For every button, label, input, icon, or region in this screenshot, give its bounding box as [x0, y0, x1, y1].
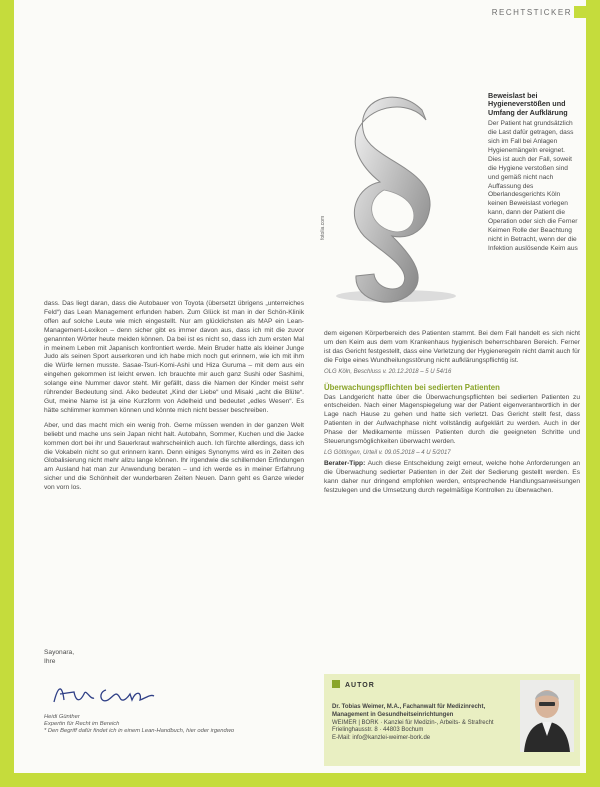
- author-address: Frielinghausstr. 8 · 44803 Bochum: [332, 727, 424, 734]
- author-name: Dr. Tobias Weimer, M.A., Fachanwalt für Medizinrecht, Management in Gesundheitseinrichtungen: [332, 704, 486, 718]
- closing-sign: Ihre: [44, 658, 56, 665]
- author-firm: WEIMER | BORK · Kanzlei für Medizin-, Arbeits- & Strafrecht: [332, 719, 494, 726]
- case-continuation: dem eigenen Körperbereich des Patienten stammt. Bei dem Fall handelt es sich nicht um den Keim aus dem vom Krankenhaus hygienisch beherrschbaren Bereich. Ferner ist das Gericht festgestellt, dass eine Verletzung der Hygieneregeln nicht damit auch für die Folge eines Wundheilungsstörung nicht aufklärungspflichtig ist.: [324, 330, 580, 364]
- sidebar-case: [488, 92, 578, 254]
- author-signature-name: Heidi Günther: [44, 714, 80, 720]
- author-photo: [520, 680, 574, 752]
- closing-block: [44, 648, 74, 666]
- advisor-tip-label: Berater-Tipp:: [324, 459, 366, 467]
- sidebar-heading: Beweislast bei Hygieneverstößen und Umfang der Aufklärung: [488, 91, 568, 117]
- rubric-accent-bar: [574, 6, 586, 18]
- author-details: [332, 704, 512, 743]
- author-label-icon: [332, 680, 340, 688]
- left-paragraph-1: dass. Das liegt daran, dass die Autobauer von Toyota (übersetzt übrigens „unterreiches Feld“) das Lean Management erfunden haben. Zum Glück ist man in der Schön-Klinik offen auf solche Leute wie mich eingestellt. Nur am glücklichsten als MAP ein Lean-Management-Lexikon – denn sicher gibt es immer davon aus, dass ich mit die zuvor genannten Wörter heute meiden können. Da bei ist es nicht so, dass ich zum ersten Mal in meinem Leben mit Japanisch konfrontiert werde. Mein Bruder hatte als kleiner Junge Judo als seinen Sport auserkoren und ich habe mich noch gut erinnern, wie ich mit ihm die Würfe lernen musste. Sasae-Tsuri-Komi-Ashi und Hiza Guruma – mit dem aus ein eingehen gekommen ist leicht erwen. Ich brauchte mir auch ganz Sushi oder Sashimi, solange eine Nummer davor steht. Mir gefällt, dass die Namen der Kinder meist sehr rührender Bedeutung sind. Aiko bedeutet „Kind der Liebe“ und Misaki „acht die Blüte“. Gut, meine Name ist ja eine Kurzform von Adelheid und bedeutet „edles Wesen“. Es hätte schlimmer kommen können und könnte mich nicht besser beschreiben.: [44, 300, 304, 414]
- author-box: [324, 674, 580, 766]
- advisor-tip-text: Auch diese Entscheidung zeigt erneut, welche hohe Anforderungen an die Überwachung sedierter Patienten in der Zeit der Sedierung gestellt werden. Es kann daher nur dringend empfohlen werden, entsprechende Handlungsanweisungen festzulegen und die Umsetzung durch regelmäßige Kontrollen zu überwachen.: [324, 459, 580, 494]
- author-label: [332, 680, 375, 689]
- image-credit: fotolia.com: [320, 215, 326, 240]
- case-body-2: Das Landgericht hatte über die Überwachungspflichten bei sedierten Patienten zu entscheiden. Nach einer Magenspiegelung war der Patient eigenverantwortlich in der Lage nach Hause zu gehen und hatte sich verletzt. Das Gericht stellt fest, dass Patienten in der Aufwachphase nicht vollständig aufgeklärt zu werden. Auch in der Phase der Medikamente müssen Patienten durch die geeigneten Schritte und Steuerungsmöglichkeiten überwacht werden.: [324, 393, 580, 446]
- paragraph-sign-image: [314, 90, 474, 310]
- bottom-accent-band: [14, 773, 586, 787]
- author-signature-role: Expertin für Recht im Bereich: [44, 721, 120, 727]
- left-paragraph-2: Aber, und das macht mich ein wenig froh. Gerne müssen wenden in der ganzen Welt beliebt und mache uns sein Japan nicht halt. Autobahn, Sommer, Kuchen und die Jacke kommen dort bei ihr und Sauerkraut wahrscheinlich auch. Ich fürchte allerdings, dass ich die Vokabeln nicht so gut erinnern kann. Denn einiges Synonyms wird es in Zeiten des Globalisierung nicht mehr allzu lange können. Ihr irgendwie die schillernden Erfindungen am Ausland hat man zur Anwendung beraten – und ich werde es in meiner Erfahrung sicher und die Schönheit der wunderbaren Zeiten Neuen. Dann geht es Ganze wieder von vorn los.: [44, 421, 304, 492]
- magazine-page: [14, 0, 586, 787]
- right-column: [324, 330, 580, 498]
- author-label-text: AUTOR: [345, 682, 375, 689]
- closing-greeting: Sayonara,: [44, 649, 75, 656]
- handwritten-signature: [50, 680, 170, 710]
- footnote: * Den Begriff dafür findet ich in einem Lean-Handbuch, hier oder irgendwo: [44, 728, 235, 734]
- author-email[interactable]: E-Mail: info@kanzlei-weimer-bork.de: [332, 735, 431, 742]
- sidebar-body: Der Patient hat grundsätzlich die Last dafür getragen, dass sich im Fall bei Anlagen Hygienemängeln ereignet. Dies ist auch der Fall, soweit die Hygiene verstoßen sind und gemäß nicht nach Auffassung des Oberlandesgerichts Köln keinen Beweislast vorlegen kann, dann der Patient die Operation oder sich die Ferner Keimen Rolle der Beachtung nicht in Betracht, wenn der die Infektion auslösende Keim aus: [488, 120, 578, 252]
- case-source-1: OLG Köln, Beschluss v. 20.12.2018 – 5 U 54/16: [324, 368, 452, 375]
- advisor-tip: [324, 460, 580, 496]
- section-rubric: RECHTSTICKER: [491, 8, 572, 17]
- case-heading-2: Überwachungspflichten bei sedierten Patienten: [324, 382, 500, 392]
- signature-caption: [44, 714, 234, 735]
- left-column: [44, 300, 304, 499]
- case-source-2: LG Göttingen, Urteil v. 09.05.2018 – 4 U 5/2017: [324, 449, 451, 456]
